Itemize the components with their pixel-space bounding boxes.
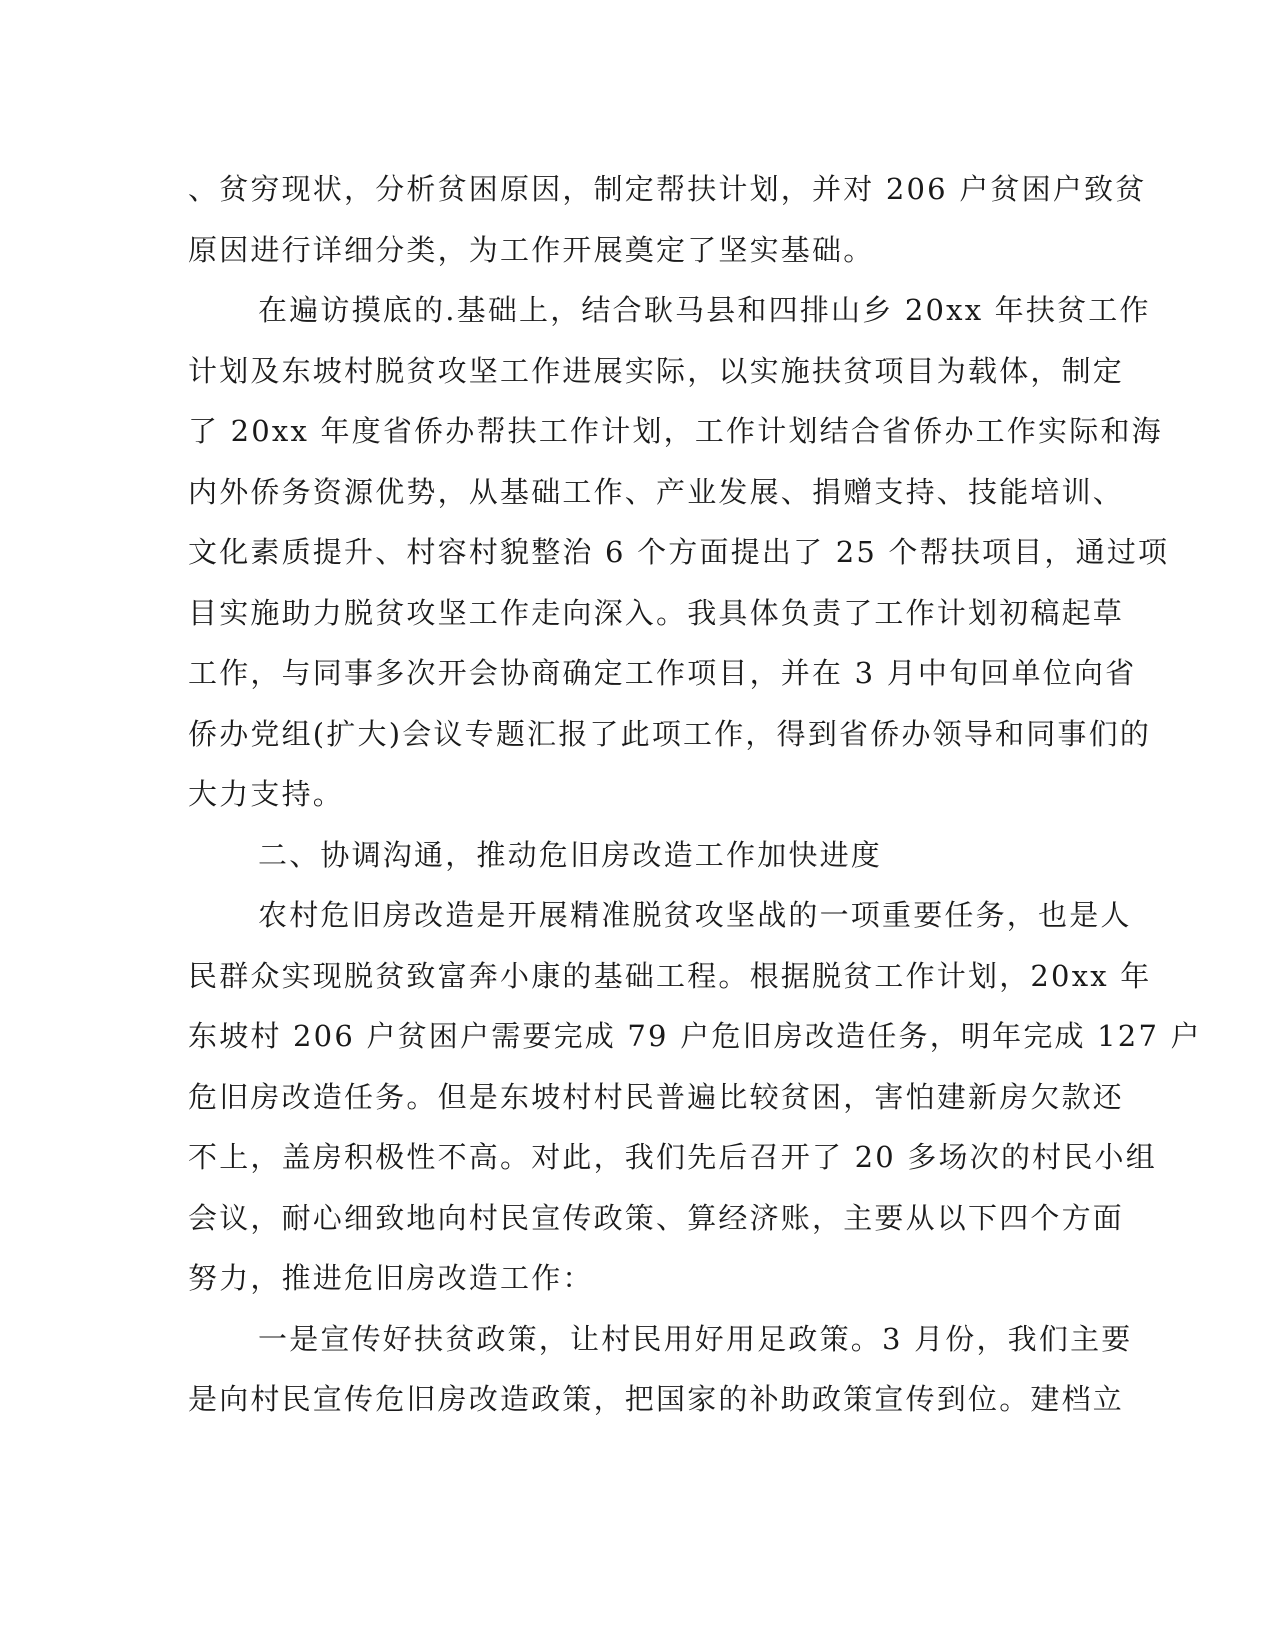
text-line-18: 会议，耐心细致地向村民宣传政策、算经济账，主要从以下四个方面 bbox=[188, 1200, 1125, 1235]
text-line-6: 内外侨务资源优势，从基础工作、产业发展、捐赠支持、技能培训、 bbox=[188, 474, 1125, 509]
text-line-3: 在遍访摸底的.基础上，结合耿马县和四排山乡 20xx 年扶贫工作 bbox=[258, 293, 1151, 327]
text-line-10: 侨办党组(扩大)会议专题汇报了此项工作，得到省侨办领导和同事们的 bbox=[188, 716, 1152, 751]
text-line-13: 农村危旧房改造是开展精准脱贫攻坚战的一项重要任务，也是人 bbox=[258, 898, 1132, 932]
text-line-14: 民群众实现脱贫致富奔小康的基础工程。根据脱贫工作计划，20xx 年 bbox=[188, 958, 1152, 993]
text-line-17: 不上，盖房积极性不高。对此，我们先后召开了 20 多场次的村民小组 bbox=[188, 1140, 1157, 1174]
text-line-19: 努力，推进危旧房改造工作： bbox=[188, 1261, 594, 1295]
text-line-5: 了 20xx 年度省侨办帮扶工作计划，工作计划结合省侨办工作实际和海 bbox=[188, 414, 1163, 448]
section-heading: 二、协调沟通，推动危旧房改造工作加快进度 bbox=[258, 837, 883, 872]
text-line-15: 东坡村 206 户贫困户需要完成 79 户危旧房改造任务，明年完成 127 户 bbox=[188, 1019, 1202, 1053]
text-line-9: 工作，与同事多次开会协商确定工作项目，并在 3 月中旬回单位向省 bbox=[188, 656, 1137, 690]
text-line-4: 计划及东坡村脱贫攻坚工作进展实际，以实施扶贫项目为载体，制定 bbox=[188, 353, 1125, 388]
document-body bbox=[188, 159, 1202, 1430]
text-line-1: 、贫穷现状，分析贫困原因，制定帮扶计划，并对 206 户贫困户致贫 bbox=[188, 172, 1147, 206]
text-line-11: 大力支持。 bbox=[188, 777, 345, 811]
text-line-20: 一是宣传好扶贫政策，让村民用好用足政策。3 月份，我们主要 bbox=[258, 1321, 1133, 1356]
text-line-7: 文化素质提升、村容村貌整治 6 个方面提出了 25 个帮扶项目，通过项 bbox=[188, 535, 1170, 569]
text-line-2: 原因进行详细分类，为工作开展奠定了坚实基础。 bbox=[188, 232, 875, 267]
text-line-16: 危旧房改造任务。但是东坡村村民普遍比较贫困，害怕建新房欠款还 bbox=[188, 1079, 1125, 1114]
text-line-8: 目实施助力脱贫攻坚工作走向深入。我具体负责了工作计划初稿起草 bbox=[188, 595, 1125, 630]
text-line-21: 是向村民宣传危旧房改造政策，把国家的补助政策宣传到位。建档立 bbox=[188, 1382, 1125, 1416]
